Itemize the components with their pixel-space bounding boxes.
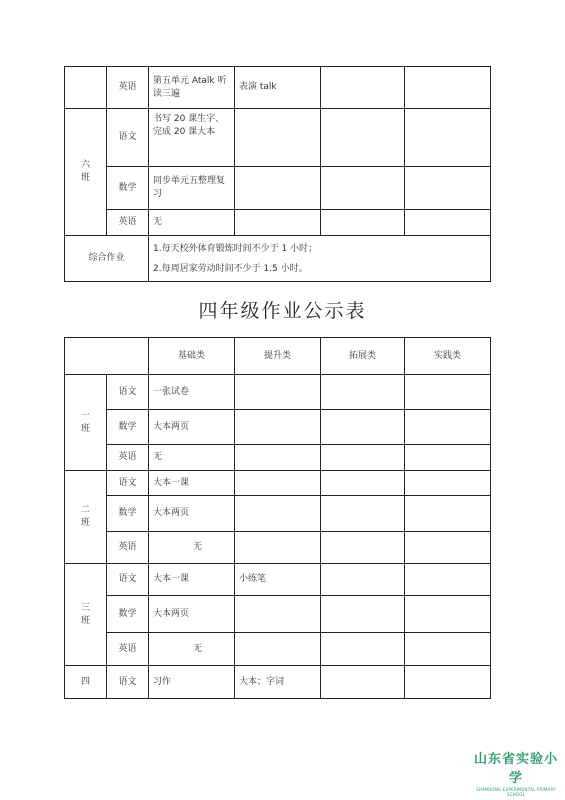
subject-cell: 语文 [107,109,149,167]
school-logo-name: 山东省实验小学 [473,752,558,786]
subject-cell: 语文 [107,375,149,410]
header-row [65,338,491,375]
improve-cell [235,471,321,496]
corner-cell [65,338,149,375]
class-label: 四 [65,666,107,699]
class-label: 三 班 [65,564,107,666]
table-row [65,496,491,532]
extend-cell [321,410,405,445]
practice-cell [405,167,491,210]
basic-cell: 同步单元五整理复习 [149,167,235,210]
improve-cell [235,410,321,445]
improve-cell: 表演 talk [235,67,321,109]
subject-cell: 英语 [107,532,149,564]
table-row [65,236,491,282]
basic-cell: 一张试卷 [149,375,235,410]
practice-cell [405,666,491,699]
general-homework-content [149,236,491,282]
table-row [65,633,491,666]
table-row [65,375,491,410]
extend-cell [321,633,405,666]
improve-cell: 小练笔 [235,564,321,596]
table-row [65,109,491,167]
general-line: 1.每天校外体育锻炼时间不少于 1 小时； [153,243,318,254]
header-basic: 基础类 [149,338,235,375]
school-logo-subtitle: SHANDONG EXPERIMENTAL PRIMARY SCHOOL [476,787,556,797]
extend-cell [321,375,405,410]
practice-cell [405,532,491,564]
table-row [65,471,491,496]
subject-cell: 语文 [107,666,149,699]
extend-cell [321,596,405,633]
basic-cell: 第五单元 Atalk 听读三遍 [149,67,235,109]
extend-cell [321,67,405,109]
improve-cell [235,109,321,167]
subject-cell: 数学 [107,167,149,210]
general-homework-label: 综合作业 [65,236,149,282]
basic-cell: 大本一课 [149,471,235,496]
top-homework-table [64,66,491,282]
basic-cell: 无 [149,445,235,471]
subject-cell: 数学 [107,596,149,633]
practice-cell [405,471,491,496]
practice-cell [405,67,491,109]
table-row [65,210,491,236]
page-title: 四年级作业公示表 [198,300,367,322]
improve-cell [235,210,321,236]
subject-cell: 英语 [107,445,149,471]
basic-cell: 书写 20 课生字、完成 20 课大本 [149,109,235,167]
subject-cell: 语文 [107,564,149,596]
practice-cell [405,564,491,596]
extend-cell [321,167,405,210]
practice-cell [405,596,491,633]
improve-cell [235,532,321,564]
extend-cell [321,471,405,496]
improve-cell: 大本；字词 [235,666,321,699]
practice-cell [405,496,491,532]
table-row [65,596,491,633]
basic-cell: 无 [149,633,235,666]
extend-cell [321,496,405,532]
table-row [65,532,491,564]
subject-cell: 语文 [107,471,149,496]
header-improve: 提升类 [235,338,321,375]
table-row [65,666,491,699]
basic-cell: 大本两页 [149,496,235,532]
header-extend: 拓展类 [321,338,405,375]
extend-cell [321,109,405,167]
basic-cell: 无 [149,532,235,564]
class-label: 二 班 [65,471,107,564]
extend-cell [321,210,405,236]
extend-cell [321,532,405,564]
extend-cell [321,666,405,699]
school-logo [470,748,562,797]
practice-cell [405,210,491,236]
improve-cell [235,496,321,532]
table-row [65,410,491,445]
subject-cell: 数学 [107,496,149,532]
improve-cell [235,167,321,210]
header-practice: 实践类 [405,338,491,375]
table-row [65,445,491,471]
basic-cell: 无 [149,210,235,236]
extend-cell [321,564,405,596]
practice-cell [405,109,491,167]
subject-cell: 英语 [107,633,149,666]
improve-cell [235,375,321,410]
improve-cell [235,445,321,471]
class-label: 六 班 [65,109,107,236]
general-line: 2.每周居家劳动时间不少于 1.5 小时。 [153,263,308,274]
improve-cell [235,633,321,666]
improve-cell [235,596,321,633]
table-row [65,167,491,210]
basic-cell: 大本一课 [149,564,235,596]
table-row [65,564,491,596]
extend-cell [321,445,405,471]
practice-cell [405,375,491,410]
grade4-homework-table [64,337,491,699]
practice-cell [405,410,491,445]
subject-cell: 英语 [107,67,149,109]
subject-cell: 数学 [107,410,149,445]
class-cell [65,67,107,109]
subject-cell: 英语 [107,210,149,236]
basic-cell: 大本两页 [149,596,235,633]
practice-cell [405,445,491,471]
basic-cell: 习作 [149,666,235,699]
basic-cell: 大本两页 [149,410,235,445]
table-row [65,67,491,109]
practice-cell [405,633,491,666]
class-label: 一 班 [65,375,107,471]
